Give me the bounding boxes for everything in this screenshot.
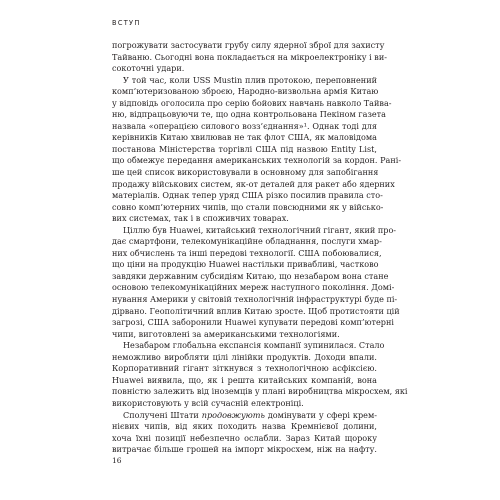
text-line: використовують у всій сучасній електроніці. [112,397,304,408]
text-line: неможливо виробляти цілі лінійки продуктів. Доходи впали. [112,351,377,362]
text-line: завдяки державним субсидіям Китаю, що незабаром вона стане [112,270,389,281]
text-line: дає смартфони, телекомунікаційне обладнання, послуги хмар- [112,236,382,247]
text-line: Сполучені Штати продовжують домінувати у сфері крем- [123,409,377,420]
text-line: нування Америки у світовій технологічній інфраструктурі буде пі- [112,294,398,305]
text-line: матеріалів. Однак тепер уряд США різко посилив правила сто- [112,190,383,201]
text-line: совно комп’ютерних чипів, що стали повсюдними як у військо- [112,201,384,212]
running-head: ВСТУП [112,19,141,27]
text-line: продажу військових систем, як-от деталей для ракет або ядерних [112,178,395,189]
text-line: основою телекомунікаційних мереж наступного покоління. Домі- [112,282,395,293]
text-line: хоча їхні позиції небезпечно ослабли. Зараз Китай щороку [112,432,377,443]
emphasized-word: продовжують [201,409,265,420]
text-line: повністю залежить від іноземців у плані виробництва мікросхем, які [112,386,408,397]
text-line: що ціни на продукцію Huawei настільки привабливі, частково [112,259,379,270]
body-text [112,40,408,456]
text-line: Незабаром глобальна експансія компанії зупинилася. Стало [123,340,385,351]
text-line: нієвих чипів, від яких походить назва Кремнієвої долини, [112,421,377,432]
text-line: комп’ютеризованою зброєю, Народно-визвольна армія Китаю [112,86,379,97]
text-line: постанова Міністерства торгівлі США під назвою Entity List, [112,143,377,154]
text-line: керівників Китаю хвилював не так флот США, як маловідома [112,132,377,143]
text-line: Корпоративний гігант зіткнувся з технологічною асфіксією. [112,363,377,374]
text-line: витрачає більше грошей на імпорт мікросхем, ніж на нафту. [112,444,377,455]
page-number: 16 [112,456,122,465]
text-line: назвала «операцією силового возз’єднання»¹. Однак тоді для [112,120,377,131]
text-line: сокоточні удари. [112,63,185,74]
text-line: погрожувати застосувати грубу силу ядерної зброї для захисту [112,40,385,50]
text-line: них обчислень та інші передові технології. США побоювалися, [112,247,382,258]
text-line: ню, відпрацьовуючи те, що одна контрольована Пекіном газета [112,109,386,120]
text-line: Huawei виявила, що, як і решта китайських компаній, вона [112,374,377,385]
text-line: загрозі, США заборонили Huawei купувати передові комп’ютерні [112,317,394,328]
text-line: вих системах, так і в споживчих товарах. [112,213,289,224]
text-line: що обмежує передання американських технологій за кордон. Рані- [112,155,402,166]
text-line: дірвано. Геополітичний вплив Китаю зросте. Щоб протистояти цій [112,305,400,316]
text-line: Тайваню. Сьогодні вона покладається на мікроелектроніку і ви- [112,51,387,62]
text-line: ше цей список використовували в основному для запобігання [112,167,379,178]
text-line: чипи, виготовлені за американськими технологіями. [112,328,340,339]
text-line: у відповідь оголосила про серію бойових навчань навколо Тайва- [112,97,392,108]
text-line: У той час, коли USS Mustin плив протокою, переповнений [123,74,377,85]
text-line: Ціллю був Huawei, китайський технологічний гігант, який про- [123,224,397,235]
